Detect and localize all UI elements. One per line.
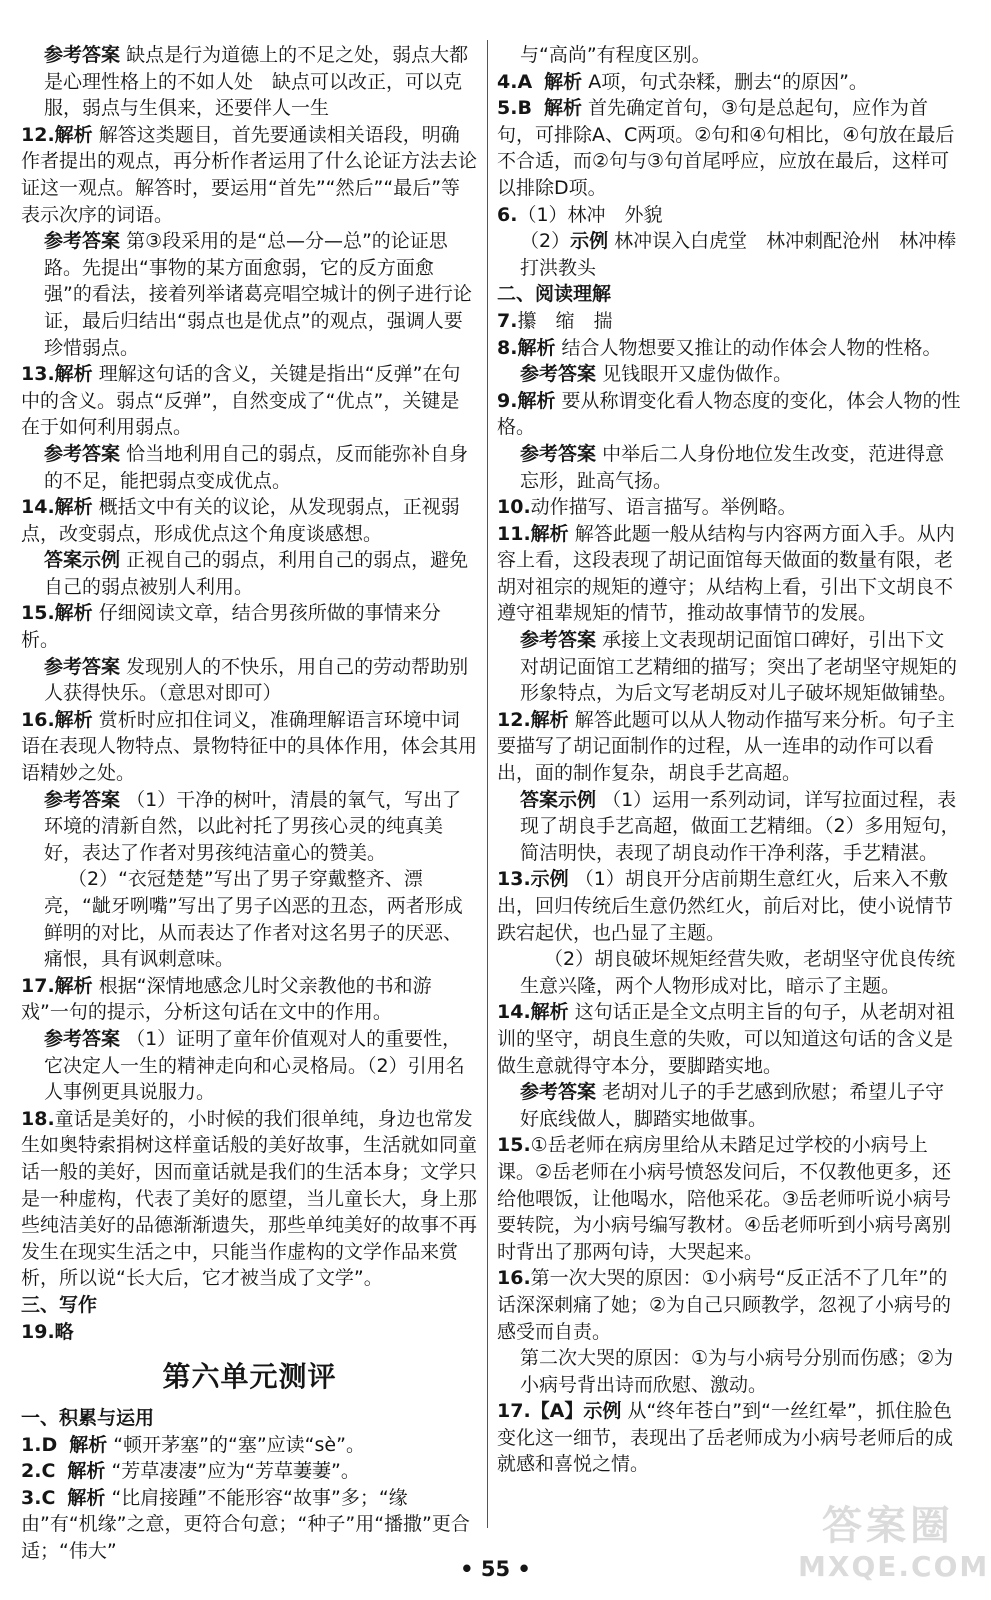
answer-text: 略 [54, 1320, 74, 1343]
analysis-label: 解析 [54, 363, 93, 386]
analysis-label: 解析 [517, 336, 556, 359]
unit-question-9 [497, 388, 962, 494]
unit-question-7 [497, 308, 962, 335]
question-number: 6. [497, 203, 518, 226]
analysis-text: 这句话正是全文点明主旨的句子，从老胡对祖训的坚守，胡良生意的失败，可以知道这句话的含义是做生意就得守本分，要脚踏实地。 [497, 1001, 955, 1077]
question-number: 16. [21, 708, 55, 731]
answer-text: 第③段采用的是“总—分—总”的论证思路。先提出“事物的某方面愈弱，它的反方面愈强”的看法，接着列举诸葛亮唱空城计的例子进行论证，最后归结出“弱点也是优点”的观点，强调人要珍惜弱点。 [44, 230, 472, 359]
question-number: 5. [497, 97, 518, 120]
question-19 [21, 1319, 478, 1346]
unit-question-13 [497, 866, 962, 999]
answer-text: 恰当地利用自己的弱点，反而能弥补自身的不足，能把弱点变成优点。 [44, 442, 469, 492]
question-number: 1. [21, 1433, 42, 1456]
answer-text: （2）胡良破坏规矩经营失败，老胡坚守优良传统生意兴隆，两个人物形成对比，暗示了主题。 [520, 948, 956, 997]
unit-question-17 [497, 1398, 962, 1478]
question-13 [21, 361, 478, 494]
answer-text: （1）运用一系列动词，详写拉面过程，表现了胡良手艺高超，做面工艺精细。（2）多用短句，简洁明快，表现了胡良动作干净利落，手艺精湛。 [520, 788, 960, 864]
choice-answer: B [517, 97, 532, 120]
answer-text: 见钱眼开又虚伪做作。 [602, 363, 793, 386]
answer-text: （1）胡良开分店前期生意红火，后来入不敷出，回归传统后生意仍然红火，前后对比，使小说情节跌宕起伏，也凸显了主题。 [497, 868, 954, 944]
question-number: 9. [497, 389, 518, 412]
question-14 [21, 494, 478, 600]
answer-text: 第一次大哭的原因：①小病号“反正活不了几年”的话深深刺痛了她；②为自己只顾教学，忽视了小病号的感受而自责。 [497, 1267, 952, 1343]
reference-answer-label: 参考答案 [520, 629, 597, 652]
reference-answer-label: 参考答案 [44, 655, 121, 678]
reference-answer-label: 参考答案 [44, 230, 121, 253]
answer-11-reference [21, 42, 478, 122]
analysis-text: 解答此题可以从人物动作描写来分析。句子主要描写了胡记面制作的过程，从一连串的动作可以看出，面的制作复杂，胡良手艺高超。 [497, 708, 955, 785]
right-column [497, 42, 962, 1478]
question-number: 11. [497, 522, 531, 545]
answer-text: 从“终年苍白”到“一丝红晕”，抓住脸色变化这一细节，表现出了岳老师成为小病号老师后的成就感和喜悦之情。 [497, 1400, 954, 1476]
example-label: 示例 [530, 868, 569, 891]
unit-question-8 [497, 335, 962, 388]
unit-question-5 [497, 95, 962, 201]
analysis-label: 解析 [543, 97, 582, 120]
question-number: 12. [497, 708, 531, 731]
analysis-label: 解析 [54, 496, 93, 519]
choice-answer: A [517, 70, 533, 93]
answer-text: 童话是美好的，小时候的我们很单纯，身边也常发生如奥特索捐树这样童话般的美好故事，生活就如同童话一般的美好，因而童话就是我们的生活本身；文学只是一种虚构，代表了美好的愿望，当儿童长大，身上那些纯洁美好的品德渐渐遗失，那些单纯美好的故事不再发生在现实生活之中，只能当作虚构的文学作品来赏析，所以说“长大后，它才被当成了文学”。 [21, 1107, 478, 1290]
answer-text: （1）干净的树叶，清晨的氧气，写出了环境的清新自然，以此衬托了男孩心灵的纯真美好，表达了作者对男孩纯洁童心的赞美。 [44, 788, 462, 864]
reference-answer-label: 参考答案 [44, 1027, 121, 1050]
question-17 [21, 973, 478, 1106]
analysis-text: “比肩接踵”不能形容“故事”多；“缘由”有“机缘”之意，更符合句意；“种子”用“播撒”更合适；“伟大” [21, 1486, 470, 1563]
answer-text: 攥 缩 揣 [517, 309, 613, 332]
unit-question-3-continued: 与“高尚”有程度区别。 [520, 44, 711, 66]
unit-question-14 [497, 999, 962, 1132]
reference-answer-label: 参考答案 [520, 1081, 597, 1104]
choice-answer: C [41, 1486, 56, 1509]
analysis-text: 解答这类题目，首先要通读相关语段，明确作者提出的观点，再分析作者运用了什么论证方法去论证这一观点。解答时，要运用“首先”“然后”“最后”等表示次序的词语。 [21, 123, 478, 226]
analysis-label: 解析 [67, 1460, 106, 1483]
reference-answer-label: 参考答案 [44, 44, 121, 66]
question-number: 19. [21, 1320, 55, 1343]
answer-text: （2）“衣冠楚楚”写出了男子穿戴整齐、漂亮，“龇牙咧嘴”写出了男子凶恶的丑态，两者形成鲜明的对比，从而表达了作者对这名男子的厌恶、痛恨，具有讽刺意味。 [44, 868, 463, 971]
unit-question-10 [497, 494, 962, 521]
analysis-label: 解析 [54, 123, 93, 146]
watermark-text-bottom: MXQE.COM [798, 1550, 990, 1583]
answer-text: 发现别人的不快乐，用自己的劳动帮助别人获得快乐。（意思对即可） [44, 655, 469, 705]
question-number: 16. [497, 1267, 531, 1290]
analysis-text: A项，句式杂糅，删去“的原因”。 [588, 70, 868, 93]
unit-question-3 [21, 1485, 478, 1565]
question-number: 15. [21, 602, 55, 625]
analysis-label: 解析 [54, 974, 93, 997]
unit-question-11 [497, 521, 962, 707]
answer-text: 第二次大哭的原因：①为与小病号分别而伤感；②为小病号背出诗而欣慰、激动。 [520, 1347, 954, 1396]
example-label: 示例 [583, 1400, 622, 1423]
reference-answer-label: 参考答案 [44, 442, 121, 465]
answer-text: ①岳老师在病房里给从未踏足过学校的小病号上课。②岳老师在小病号愤怒发问后，不仅教他更多，还给他喂饭，让他喝水，陪他采花。③岳老师听说小病号要转院，为小病号编写教材。④岳老师听到小病号离别时背出了那两句诗，大哭起来。 [497, 1134, 952, 1263]
analysis-text: 理解这句话的含义，关键是指出“反弹”在句中的含义。弱点“反弹”，自然变成了“优点”，关键是在于如何利用弱点。 [21, 363, 461, 439]
section-heading-accumulation: 一、积累与运用 [21, 1407, 155, 1430]
unit-question-12 [497, 707, 962, 867]
analysis-text: 首先确定首句，③句是总起句，应作为首句，可排除A、C两项。②句和④句相比，④句放在最后不合适，而②句与③句首尾呼应，应放在最后，这样可以排除D项。 [497, 97, 955, 199]
choice-answer: D [41, 1433, 58, 1456]
analysis-text: 根据“深情地感念儿时父亲教他的书和游戏”一句的提示，分析这句话在文中的作用。 [21, 974, 432, 1024]
analysis-text: 要从称谓变化看人物态度的变化，体会人物的性格。 [497, 389, 961, 439]
question-number: 17. [497, 1400, 531, 1423]
analysis-text: 仔细阅读文章，结合男孩所做的事情来分析。 [21, 602, 441, 652]
answer-example-label: 答案示例 [520, 788, 597, 811]
unit-question-1 [21, 1432, 478, 1459]
page-number: • 55 • [460, 1557, 531, 1581]
section-heading-writing: 三、写作 [21, 1293, 98, 1316]
question-number: 3. [21, 1486, 42, 1509]
question-number: 17. [21, 974, 55, 997]
unit-title: 第六单元测评 [162, 1360, 337, 1394]
analysis-label: 解析 [69, 1433, 108, 1456]
answer-example-label: 答案示例 [44, 549, 121, 572]
answer-text: （1）证明了童年价值观对人的重要性，它决定人一生的精神走向和心灵格局。（2）引用名人事例更具说服力。 [44, 1027, 465, 1104]
choice-answer: C [41, 1460, 56, 1483]
question-18 [21, 1106, 478, 1292]
question-number: 15. [497, 1134, 531, 1157]
answer-text: 正视自己的弱点，利用自己的弱点，避免自己的弱点被别人利用。 [44, 549, 469, 598]
answer-text: 老胡对儿子的手艺感到欣慰；希望儿子守好底线做人，脚踏实地做事。 [520, 1081, 945, 1130]
analysis-label: 解析 [517, 389, 556, 412]
analysis-text: 赏析时应扣住词义，准确理解语言环境中词语在表现人物特点、景物特征中的具体作用，体会其用语精妙之处。 [21, 708, 478, 785]
question-15 [21, 600, 478, 706]
part-tag: 【A】 [530, 1400, 584, 1423]
answer-text: 动作描写、语言描写。举例略。 [530, 496, 797, 519]
analysis-label: 解析 [530, 708, 569, 731]
answer-text: 缺点是行为道德上的不足之处，弱点大都是心理性格上的不如人处 缺点可以改正，可以克服，弱点与生俱来，还要伴人一生 [44, 44, 469, 120]
question-number: 14. [497, 1001, 531, 1024]
question-number: 4. [497, 70, 518, 93]
question-number: 14. [21, 496, 55, 519]
example-label: 示例 [570, 230, 609, 253]
watermark-text-top: 答案圈 [822, 1503, 954, 1549]
answer-part: （2） [520, 230, 571, 253]
question-number: 13. [497, 868, 531, 891]
unit-question-16 [497, 1265, 962, 1398]
section-heading-reading: 二、阅读理解 [497, 283, 612, 306]
analysis-label: 解析 [530, 522, 569, 545]
analysis-text: “顿开茅塞”的“塞”应读“sè”。 [113, 1433, 365, 1456]
analysis-text: 解答此题一般从结构与内容两方面入手。从内容上看，这段表现了胡记面馆每天做面的数量有限，老胡对祖宗的规矩的遵守；从结构上看，引出下文胡良不遵守祖辈规矩的情节，推动故事情节的发展。 [497, 522, 955, 625]
question-number: 13. [21, 363, 55, 386]
analysis-label: 解析 [530, 1001, 569, 1024]
question-number: 8. [497, 336, 518, 359]
answer-text: 承接上文表现胡记面馆口碑好，引出下文对胡记面馆工艺精细的描写；突出了老胡坚守规矩的形象特点，为后文写老胡反对儿子破坏规矩做铺垫。 [520, 629, 958, 705]
question-number: 2. [21, 1460, 42, 1483]
reference-answer-label: 参考答案 [44, 788, 121, 811]
analysis-label: 解析 [544, 70, 583, 93]
unit-question-4 [497, 69, 962, 96]
analysis-label: 解析 [67, 1486, 106, 1509]
column-divider [487, 40, 488, 1528]
question-number: 12. [21, 123, 55, 146]
answer-text: 林冲误入白虎堂 林冲刺配沧州 林冲棒打洪教头 [520, 230, 957, 279]
analysis-label: 解析 [54, 708, 93, 731]
unit-question-15 [497, 1132, 962, 1265]
analysis-text: 概括文中有关的议论，从发现弱点，正视弱点，改变弱点，形成优点这个角度谈感想。 [21, 496, 460, 545]
answer-text: （1）林冲 外貌 [517, 203, 663, 226]
unit-question-6 [497, 202, 962, 282]
reference-answer-label: 参考答案 [520, 363, 597, 386]
question-16 [21, 707, 478, 973]
unit-question-2 [21, 1458, 478, 1485]
question-number: 7. [497, 309, 518, 332]
question-number: 10. [497, 496, 531, 519]
analysis-text: 结合人物想要又推让的动作体会人物的性格。 [561, 336, 942, 359]
analysis-text: “芳草凄凄”应为“芳草萋萋”。 [111, 1460, 360, 1483]
answer-text: 中举后二人身份地位发生改变，范进得意忘形，趾高气扬。 [520, 442, 945, 492]
left-column [21, 42, 478, 1565]
question-12 [21, 122, 478, 361]
analysis-label: 解析 [54, 602, 93, 625]
question-number: 18. [21, 1107, 55, 1130]
reference-answer-label: 参考答案 [520, 442, 597, 465]
watermark-logo [798, 1502, 990, 1594]
